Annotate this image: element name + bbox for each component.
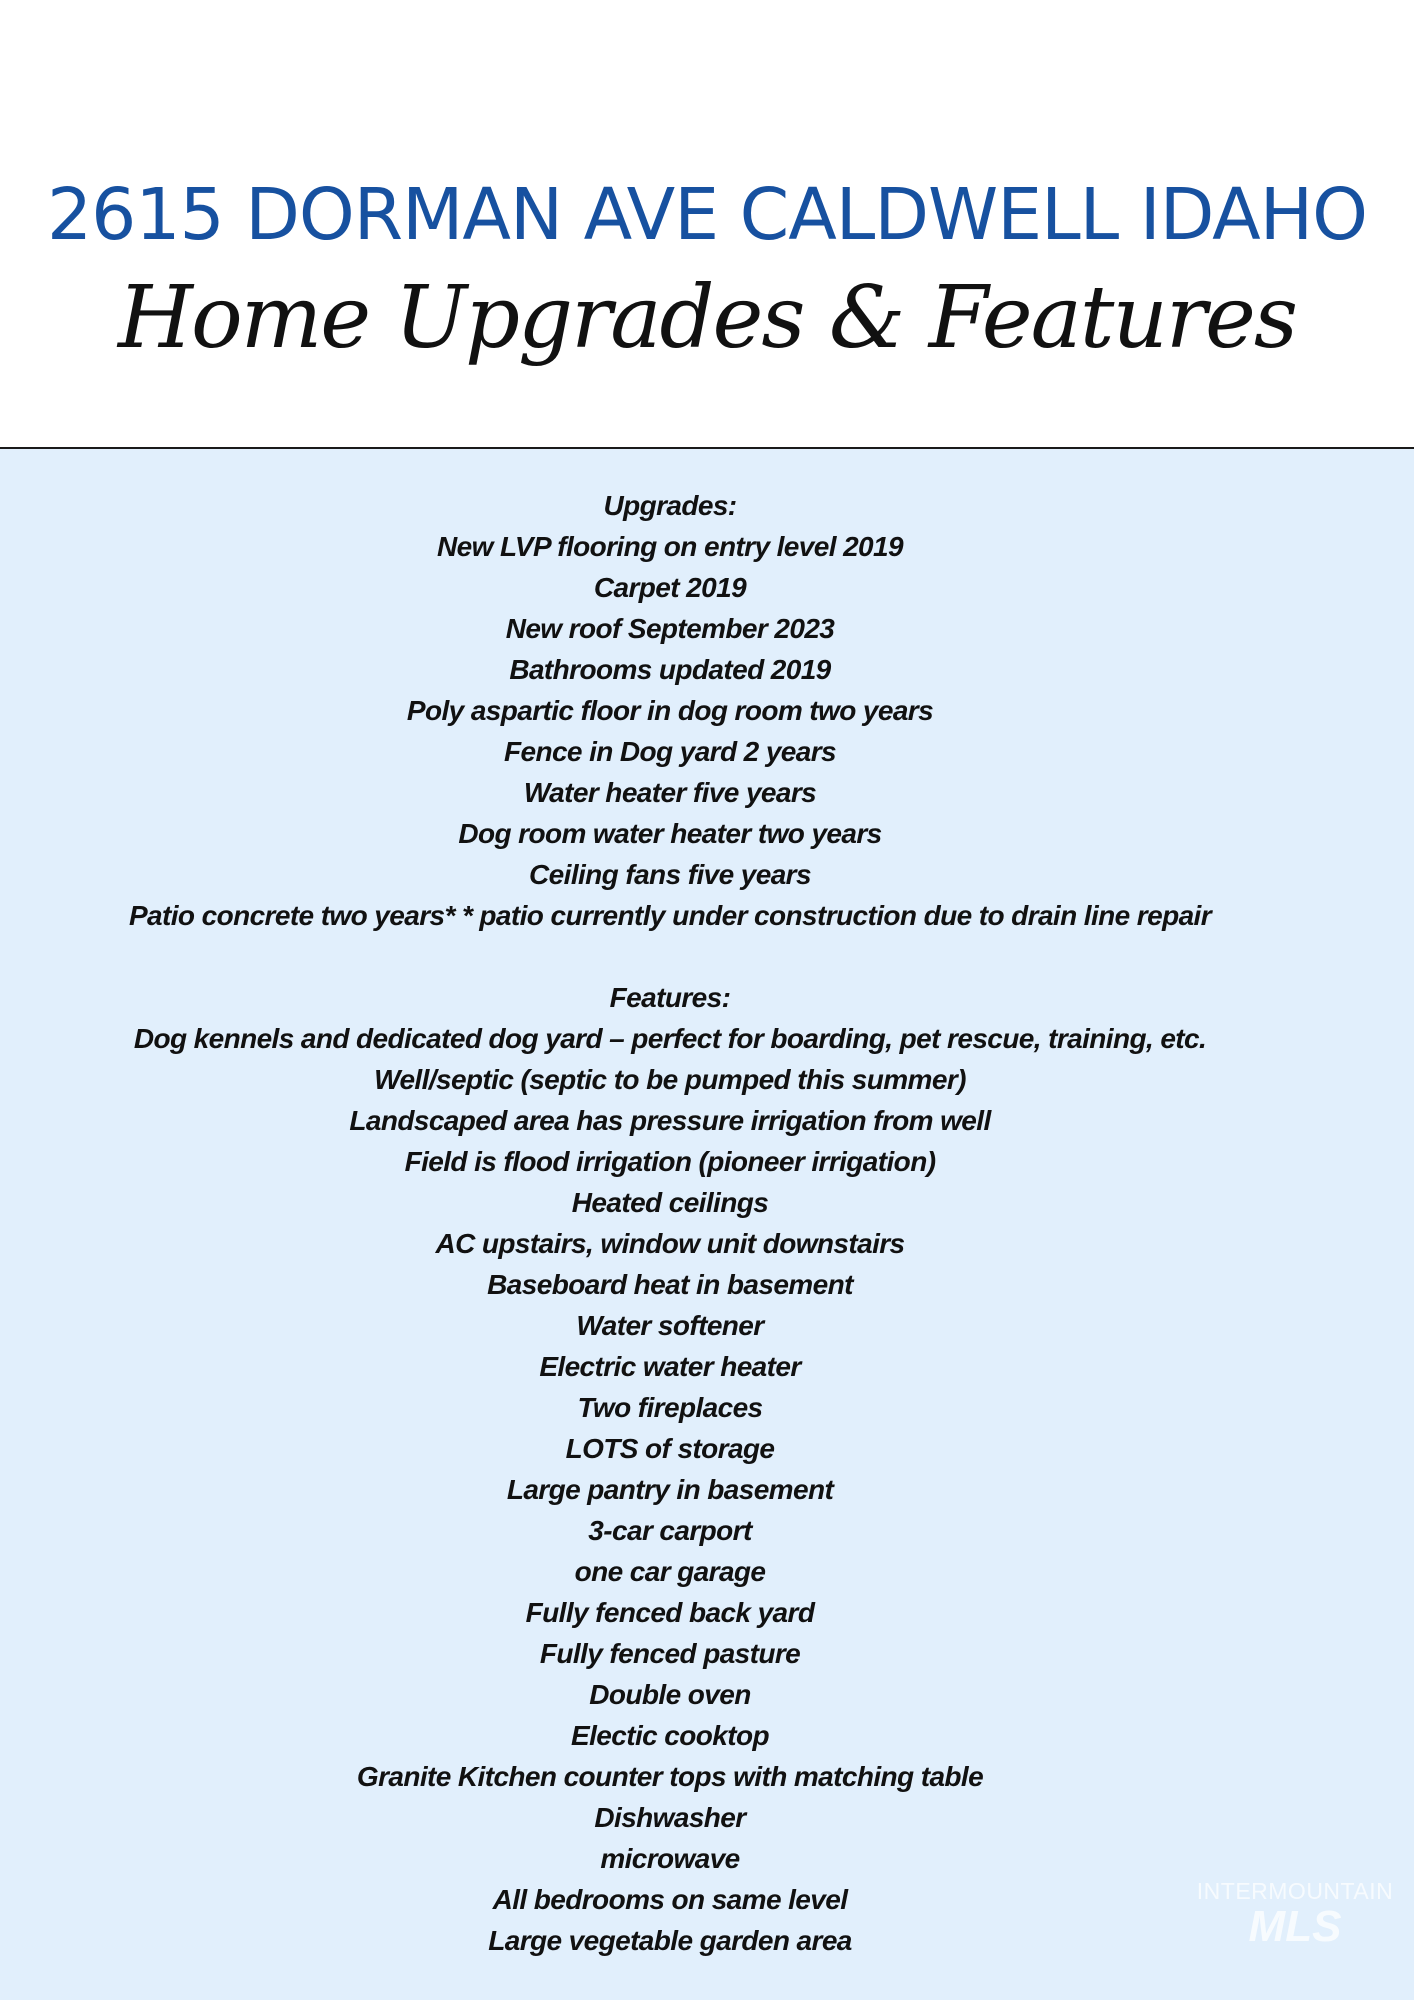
watermark-text: INTERMOUNTAIN xyxy=(1196,1878,1394,1904)
watermark-logo: MLS xyxy=(1248,1902,1342,1951)
upgrade-item: Dog room water heater two years xyxy=(458,818,882,849)
section-spacer xyxy=(0,936,1340,977)
content-panel xyxy=(0,449,1414,2000)
feature-item: Fully fenced back yard xyxy=(525,1597,815,1628)
feature-item: LOTS of storage xyxy=(565,1433,775,1464)
feature-item: Dog kennels and dedicated dog yard – perfect for boarding, pet rescue, training, etc. xyxy=(133,1023,1207,1054)
upgrades-heading: Upgrades: xyxy=(603,490,737,521)
feature-item: Well/septic (septic to be pumped this summer) xyxy=(374,1064,966,1095)
upgrade-item: Ceiling fans five years xyxy=(529,859,811,890)
feature-item: microwave xyxy=(600,1843,740,1874)
feature-item: 3-car carport xyxy=(588,1515,752,1546)
features-heading: Features: xyxy=(609,982,731,1013)
upgrade-item: New LVP flooring on entry level 2019 xyxy=(437,531,903,562)
feature-item: Heated ceilings xyxy=(571,1187,769,1218)
upgrade-item: Bathrooms updated 2019 xyxy=(509,654,831,685)
feature-item: one car garage xyxy=(574,1556,766,1587)
upgrade-item: Water heater five years xyxy=(523,777,817,808)
upgrade-item: Carpet 2019 xyxy=(593,572,747,603)
feature-item: Dishwasher xyxy=(594,1802,746,1833)
features-list xyxy=(0,485,1340,1961)
feature-item: Large pantry in basement xyxy=(506,1474,834,1505)
feature-item: Fully fenced pasture xyxy=(539,1638,801,1669)
upgrade-item: Fence in Dog yard 2 years xyxy=(503,736,837,767)
upgrade-item: Patio concrete two years* * patio currently under construction due to drain line repair xyxy=(128,900,1212,931)
address-title: 2615 DORMAN AVE CALDWELL IDAHO xyxy=(46,173,1367,256)
page-subtitle: Home Upgrades & Features xyxy=(117,268,1297,368)
feature-item: Field is flood irrigation (pioneer irrigation) xyxy=(404,1146,936,1177)
feature-item: Landscaped area has pressure irrigation from well xyxy=(349,1105,991,1136)
feature-item: Baseboard heat in basement xyxy=(487,1269,853,1300)
feature-item: Electric water heater xyxy=(539,1351,801,1382)
feature-item: Granite Kitchen counter tops with matching table xyxy=(356,1761,984,1792)
feature-item: All bedrooms on same level xyxy=(492,1884,848,1915)
feature-item: Double oven xyxy=(589,1679,751,1710)
header xyxy=(0,0,1414,447)
upgrade-item: Poly aspartic floor in dog room two years xyxy=(406,695,934,726)
feature-item: AC upstairs, window unit downstairs xyxy=(435,1228,905,1259)
feature-item: Large vegetable garden area xyxy=(488,1925,852,1956)
feature-item: Water softener xyxy=(576,1310,764,1341)
mls-watermark xyxy=(1180,1878,1410,1950)
feature-item: Two fireplaces xyxy=(577,1392,763,1423)
upgrade-item: New roof September 2023 xyxy=(505,613,835,644)
feature-item: Electic cooktop xyxy=(571,1720,769,1751)
